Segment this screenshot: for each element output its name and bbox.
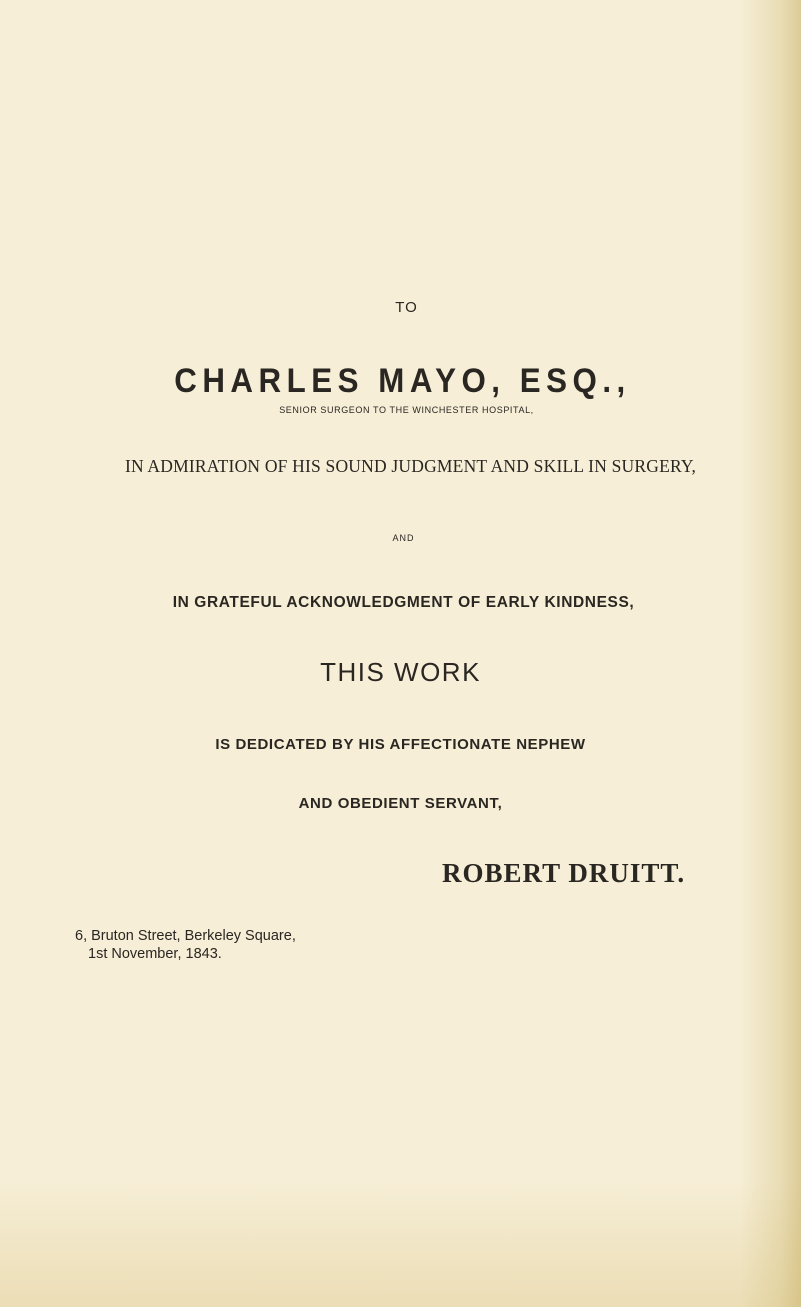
dedicated-by-line: IS DEDICATED BY HIS AFFECTIONATE NEPHEW [215, 736, 586, 753]
dedication-to: TO [395, 299, 418, 316]
obedient-servant-line: AND OBEDIENT SERVANT, [298, 795, 503, 812]
address-block [75, 927, 296, 963]
admiration-line: IN ADMIRATION OF HIS SOUND JUDGMENT AND SKILL IN SURGERY, [124, 456, 697, 476]
address-street: 6, Bruton Street, Berkeley Square, [75, 928, 296, 944]
dedication-date: 1st November, 1843. [88, 946, 222, 962]
dedicatee-name: CHARLES MAYO, ESQ., [174, 362, 631, 400]
author-signature: ROBERT DRUITT. [442, 858, 686, 888]
dedicatee-title: SENIOR SURGEON TO THE WINCHESTER HOSPITAL, [279, 405, 534, 415]
grateful-line: IN GRATEFUL ACKNOWLEDGMENT OF EARLY KINDNESS, [172, 594, 635, 611]
this-work-heading: THIS WORK [320, 657, 481, 687]
and-connector: AND [392, 533, 415, 543]
